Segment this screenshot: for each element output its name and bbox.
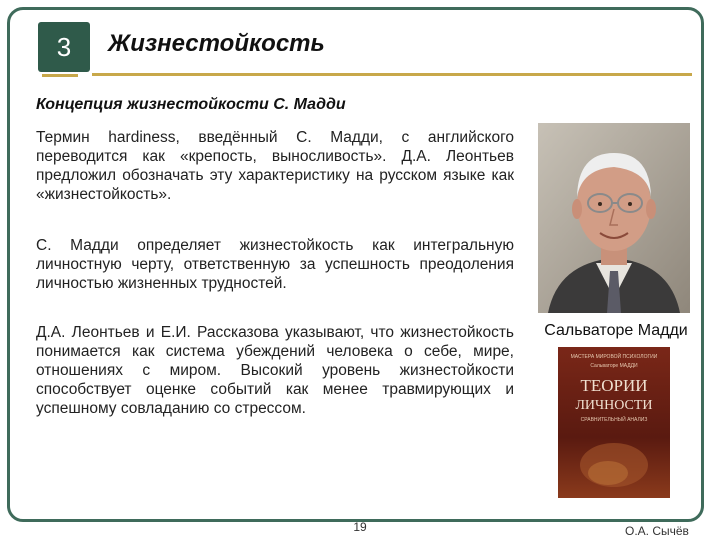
book-title-line1: ТЕОРИИ <box>580 376 648 395</box>
book-author: Сальваторе МАДДИ <box>590 363 638 369</box>
paragraph-leontiev-view: Д.А. Леонтьев и Е.И. Рассказова указывают, что жизнестойкость понимается как система убеждений человека о себе, мире, отношениях с миром. Высокий уровень жизнестойкости способствует оценке событий как менее травмирующих и успешному совладанию со стрессом. <box>36 324 514 417</box>
portrait-caption: Сальваторе Мадди <box>544 322 688 339</box>
paragraph-hardiness-term: Термин hardiness, введённый С. Мадди, с английского переводится как «крепость, выносливость». Д.А. Леонтьев предложил обозначать эту характеристику на русском языке как «жизнестойкость». <box>36 129 514 203</box>
badge-underline <box>42 74 78 77</box>
title-rule <box>92 73 692 76</box>
portrait-photo <box>538 123 690 313</box>
slide-number: 3 <box>56 31 72 62</box>
book-title-line2: ЛИЧНОСТИ <box>575 398 653 413</box>
slide-subtitle: Концепция жизнестойкости С. Мадди <box>36 96 346 113</box>
slide-title: Жизнестойкость <box>108 30 325 57</box>
book-series: МАСТЕРА МИРОВОЙ ПСИХОЛОГИИ <box>570 354 658 360</box>
book-cover-image <box>558 347 670 498</box>
page-number: 19 <box>353 520 367 534</box>
slide-number-badge <box>38 22 90 72</box>
paragraph-maddi-definition: С. Мадди определяет жизнестойкость как интегральную личностную черту, ответственную за успешность преодоления личностью жизненных трудностей. <box>36 237 514 292</box>
author-credit: О.А. Сычёв <box>625 524 689 538</box>
book-subtitle: СРАВНИТЕЛЬНЫЙ АНАЛИЗ <box>580 417 648 423</box>
